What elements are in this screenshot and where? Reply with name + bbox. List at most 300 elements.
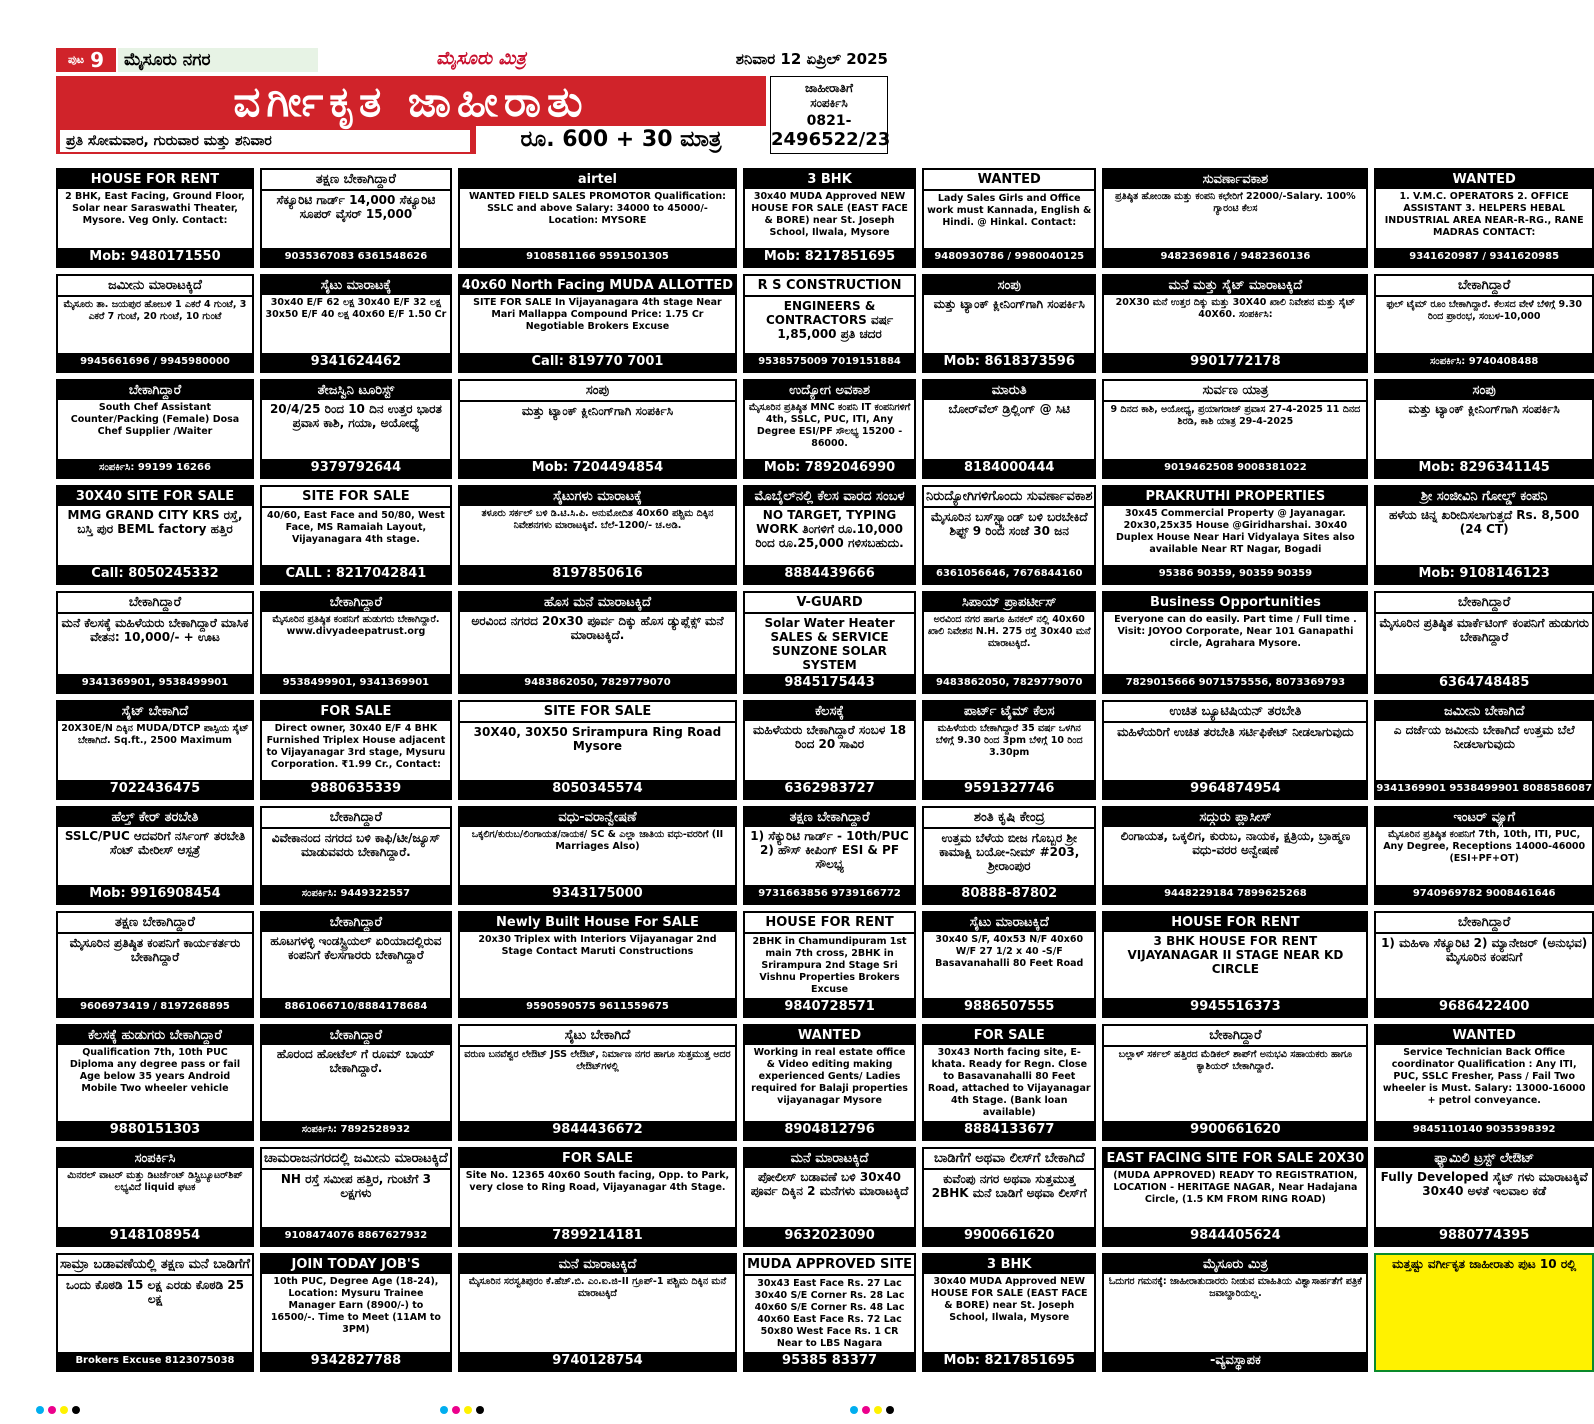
classified-ad: [1102, 591, 1368, 694]
banner-price: ರೂ. 600 + 30 ಮಾತ್ರ: [476, 126, 766, 154]
contact-phone: 2496522/23: [771, 129, 891, 150]
ad-body: ಮೈಸೂರಿನ ಪ್ರತಿಷ್ಠಿತ ಕಂಪನಿಗೆ ಕಾರ್ಯಕರ್ತರು ಬೇಕಾಗಿದ್ದಾರೆ: [69, 936, 241, 965]
classified-ad: [1374, 485, 1594, 585]
ad-heading: ಬೇಕಾಗಿದ್ದಾರೆ: [262, 593, 450, 612]
ad-body: ಮೈಸೂರು ತಾ. ಜಯಪುರ ಹೋಬಳಿ 1 ಎಕರೆ 4 ಗುಂಟೆ, 3 ಎಕರೆ 7 ಗುಂಟೆ, 20 ಗುಂಟೆ, 10 ಗುಂಟೆ: [63, 298, 247, 322]
ad-body: ಅರವಿಂದ ನಗರದ 20x30 ಪೂರ್ವ ದಿಕ್ಕು ಹೊಸ ಡ್ಯುಪ್ಲೆಕ್ಸ್ ಮನೆ ಮಾರಾಟಕ್ಕಿದೆ.: [471, 613, 724, 642]
ad-body: ಮತ್ತು ಟ್ಯಾಂಕ್ ಕ್ಲೀನಿಂಗ್‌ಗಾಗಿ ಸಂಪರ್ಕಿಸಿ: [521, 404, 674, 419]
classified-ad: [1102, 911, 1368, 1018]
ad-contact-number: -ವ್ಯವಸ್ಥಾಪಕ: [1104, 1352, 1366, 1370]
ad-contact-number: 8197850616: [460, 565, 735, 583]
ad-contact-number: 80888-87802: [924, 885, 1094, 903]
ad-contact-number: 9342827788: [262, 1352, 450, 1370]
ad-heading: 3 BHK: [924, 1255, 1094, 1274]
classified-ad: [1102, 806, 1368, 906]
ad-body: South Chef Assistant Counter/Packing (Female) Dosa Chef Supplier /Waiter: [70, 402, 240, 438]
ad-body: 30x45 Commercial Property @ Jayanagar. 20x30,25x35 House @Giridharshai. 30x40 Duplex House Near Hari Vidyalaya Sites also available Near RT Nagar, Bogadi: [1116, 508, 1355, 556]
ad-contact-number: 9964874954: [1104, 780, 1366, 798]
ad-body: ಬೋರ್‌ವೆಲ್ ಡ್ರಿಲ್ಲಿಂಗ್ @ ಸಿಟಿ: [948, 402, 1070, 417]
classified-ad: [458, 806, 737, 906]
ad-heading: EAST FACING SITE FOR SALE 20X30: [1106, 1151, 1365, 1167]
yellow-dot: [60, 1406, 68, 1414]
ad-contact-number: Call: 819770 7001: [460, 353, 735, 371]
classified-ad: [458, 911, 737, 1018]
ad-heading: ಸೈಟು ಮಾರಾಟಕ್ಕಿದೆ: [924, 913, 1094, 932]
page-number-badge: [56, 48, 116, 72]
ad-body: 1. V.M.C. OPERATORS 2. OFFICE ASSISTANT 3. HELPERS HEBAL INDUSTRIAL AREA NEAR-R-RG., RANE MADRAS CONTACT:: [1384, 191, 1584, 238]
ad-body: ಮೈಸೂರಿನ ಪ್ರತಿಷ್ಠಿತ ಮಾರ್ಕೆಟಿಂಗ್ ಕಂಪನಿಗೆ ಹುಡುಗರು ಬೇಕಾಗಿದ್ದಾರೆ: [1379, 615, 1589, 644]
ad-contact-number: 8050345574: [460, 780, 735, 798]
classified-ad: [743, 1253, 916, 1372]
ad-contact-number: Mob: 9108146123: [1376, 565, 1592, 583]
ad-contact-number: 9880774395: [1376, 1227, 1592, 1245]
ad-contact-number: Mob: 8296341145: [1376, 459, 1592, 477]
ad-body: ಕುವೆಂಪು ನಗರ ಅಥವಾ ಸುತ್ತಮುತ್ತ 2BHK ಮನೆ ಬಾಡಿಗೆ ಅಥವಾ ಲೀಸ್‌ಗೆ: [931, 1172, 1087, 1201]
ad-body: NO TARGET, TYPING WORK ತಿಂಗಳಿಗೆ ರೂ.10,000 ರಿಂದ ರೂ.25,000 ಗಳಿಸಬಹುದು.: [755, 508, 904, 551]
classified-ad: [56, 591, 254, 694]
ad-contact-number: 9341369901 9538499901 8088586087: [1376, 780, 1592, 798]
ad-contact-number: 9945661696 / 9945980000: [58, 353, 252, 371]
yellow-dot: [874, 1406, 882, 1414]
classified-ad: [458, 1253, 737, 1372]
classified-ad: [458, 1147, 737, 1247]
ad-body: ಮೈಸೂರಿನ ಬಸ್‌ಸ್ಟ್ಯಾಂಡ್ ಬಳಿ ಬರಬೇಕಿದೆ ಶಿಫ್ಟ್ 9 ರಿಂದ ಸಂಜೆ 30 ಜನ: [930, 510, 1088, 539]
ad-contact-number: 9341369901, 9538499901: [58, 674, 252, 692]
ad-heading: ಮೊಬೈಲ್‌ನಲ್ಲಿ ಕೆಲಸ ವಾರದ ಸಂಬಳ: [745, 487, 914, 506]
ad-contact-number: 9901772178: [1104, 353, 1366, 371]
ad-contact-number: 9590590575 9611559675: [460, 998, 735, 1016]
ad-body: ಮಹಿಳೆಯರು ಬೇಕಾಗಿದ್ದಾರೆ 35 ವರ್ಷ ಒಳಗಿನ ಬೆಳಿಗ್ಗೆ 9.30 ರಿಂದ 3pm ಬೆಳಿಗ್ಗೆ 10 ರಿಂದ 3.30pm: [935, 722, 1083, 758]
ad-contact-number: 6362983727: [745, 780, 914, 798]
classified-ad: [1374, 591, 1594, 694]
ad-heading: ಫ್ಯಾಮಿಲಿ ಟ್ರಸ್ಟ್ ಲೇಔಟ್: [1376, 1149, 1592, 1168]
top-bar: [56, 46, 888, 74]
ad-heading: ಸಂಪು: [460, 381, 735, 402]
ad-contact-number: Mob: 8217851695: [745, 248, 914, 266]
ad-contact-number: Mob: 9480171550: [58, 248, 252, 266]
classified-ad: [1374, 1253, 1594, 1372]
classified-ad: [56, 806, 254, 906]
ad-heading: HOUSE FOR RENT: [745, 913, 914, 934]
classified-ad: [56, 1147, 254, 1247]
cyan-dot: [850, 1406, 858, 1414]
ad-contact-number: 8884133677: [924, 1121, 1094, 1139]
classified-ad: [1374, 700, 1594, 800]
ad-heading: ಸೈಟುಗಳು ಮಾರಾಟಕ್ಕೆ: [460, 487, 735, 506]
classified-ad: [743, 168, 916, 268]
classified-ad: [1102, 168, 1368, 268]
classifieds-banner: [56, 76, 766, 154]
classified-ad: [743, 1147, 916, 1247]
ad-body: 9 ದಿನದ ಕಾಶಿ, ಅಯೋಧ್ಯ, ಪ್ರಯಾಗರಾಜ್ ಪ್ರವಾಸ 27-4-2025 11 ದಿನದ ಶಿರಡಿ, ಕಾಶಿ ಯಾತ್ರ 29-4-2025: [1110, 404, 1361, 428]
ad-heading: ಮೈಸೂರು ಮಿತ್ರ: [1104, 1255, 1366, 1274]
page-number: 9: [90, 48, 105, 72]
classified-ad: [922, 485, 1096, 585]
ad-body: ಒಂದು ಕೊಠಡಿ 15 ಲಕ್ಷ ಎರಡು ಕೊಠಡಿ 25 ಲಕ್ಷ: [65, 1278, 245, 1306]
ad-body: ಎ ದರ್ಜೆಯ ಜಮೀನು ಬೇಕಾಗಿದೆ ಉತ್ತಮ ಬೆಲೆ ನೀಡಲಾಗುವುದು: [1393, 722, 1575, 751]
ad-body: ಮೈಸೂರಿನ ಪ್ರತಿಷ್ಠಿತ ಕಂಪನಿಗೆ ಹುಡುಗರು ಬೇಕಾಗಿದ್ದಾರೆ. www.divyadeepatrust.org: [272, 613, 440, 637]
page-label: ಪುಟ: [67, 53, 85, 66]
classified-ad: [922, 168, 1096, 268]
classified-ad: [260, 1147, 452, 1247]
classified-ad: [1102, 485, 1368, 585]
ad-contact-number: Mob: 9916908454: [58, 885, 252, 903]
ad-body: ಉತ್ತಮ ಬೆಳೆಯ ಬೀಜ ಗೊಬ್ಬರ ಶ್ರೀ ಕಾಮಾಕ್ಷಿ ಬಯೋ-ನೀಮ್ #203, ಶ್ರೀರಾಂಪುರ: [939, 830, 1080, 873]
ad-contact-number: 7899214181: [460, 1227, 735, 1245]
ad-heading: ಬೇಕಾಗಿದ್ದಾರೆ: [58, 381, 252, 400]
classified-ad: [743, 700, 916, 800]
ad-body: 30x40 E/F 62 ಲಕ್ಷ 30x40 E/F 32 ಲಕ್ಷ 30x50 E/F 40 ಲಕ್ಷ 40x60 E/F 1.50 Cr: [265, 296, 447, 320]
ad-contact-number: Mob: 7892046990: [745, 459, 914, 477]
ad-contact-number: 9844436672: [460, 1121, 735, 1139]
ad-body: 30x43 East Face Rs. 27 Lac 30x40 S/E Corner Rs. 28 Lac 40x60 S/E Corner Rs. 48 Lac 40x60 East Face Rs. 72 Lac 50x80 West Face Rs. 1 CR Near to LBS Nagara: [754, 1278, 905, 1349]
ad-heading: ಮನೆ ಮಾರಾಟಕ್ಕಿದೆ: [745, 1149, 914, 1168]
ad-contact-number: 9341620987 / 9341620985: [1376, 248, 1592, 266]
ad-heading: ಚಾಮರಾಜನಗರದಲ್ಲಿ ಜಮೀನು ಮಾರಾಟಕ್ಕಿದೆ: [262, 1149, 450, 1170]
ad-heading: ವಧು-ವರಾನ್ವೇಷಣೆ: [460, 808, 735, 827]
ad-contact-number: 9379792644: [262, 459, 450, 477]
ad-body: Solar Water Heater SALES & SERVICE SUNZONE SOLAR SYSTEM: [764, 615, 895, 672]
ad-body: 1) ಮಹಿಳಾ ಸೆಕ್ಯೂರಿಟಿ 2) ಮ್ಯಾನೇಜರ್ (ಅನುಭವ) ಮೈಸೂರಿನ ಕಂಪನಿಗೆ: [1381, 936, 1588, 965]
classified-ad: [743, 591, 916, 694]
classified-ad: [1374, 274, 1594, 374]
issue-date: ಶನಿವಾರ 12 ಏಪ್ರಿಲ್ 2025: [735, 50, 888, 68]
ad-body: ಮೈಸೂರಿನ ಪ್ರತಿಷ್ಠಿತ ಕಂಪನಿಗೆ 7th, 10th, ITI, PUC, Any Degree, Receptions 14000-46000 (ESI+PF+OT): [1383, 828, 1586, 864]
classified-ad: [56, 168, 254, 268]
ad-heading: ಬೇಕಾಗಿದ್ದಾರೆ: [1104, 1026, 1366, 1047]
ad-body: 30x43 North facing site, E-khata. Ready for Regn. Close to Basavanahalli 80 Feet Road, attached to Vijayanagar 4th Stage. (Bank loan available): [927, 1047, 1091, 1119]
ad-heading: WANTED: [1376, 170, 1592, 189]
ad-body: SITE FOR SALE In Vijayanagara 4th stage Near Mari Mallappa Compound Price: 1.75 Cr Negotiable Brokers Excuse: [473, 296, 722, 332]
classified-ad: [260, 274, 452, 374]
ad-body: ವಿವೇಕಾನಂದ ನಗರದ ಬಳಿ ಕಾಫಿ/ಟೀ/ಜ್ಯೂಸ್ ಮಾಡುವವರು ಬೇಕಾಗಿದ್ದಾರೆ.: [271, 830, 441, 859]
ad-body: ಓದುಗರ ಗಮನಕ್ಕೆ: ಜಾಹೀರಾತುದಾರರು ನೀಡುವ ಮಾಹಿತಿಯ ವಿಶ್ವಾಸಾರ್ಹತೆಗೆ ಪತ್ರಿಕೆ ಜವಾಬ್ದಾರಿಯಲ್ಲ.: [1108, 1276, 1362, 1299]
ad-body: 20X30 ಮನೆ ಉತ್ತರ ದಿಕ್ಕು ಮತ್ತು 30X40 ಖಾಲಿ ನಿವೇಶನ ಮತ್ತು ಸೈಟ್ 40X60. ಸಂಪರ್ಕಿಸಿ:: [1115, 296, 1356, 320]
ad-contact-number: 9845110140 9035398392: [1376, 1121, 1592, 1139]
ad-contact-number: 9880635339: [262, 780, 450, 798]
ad-heading: ಶ್ರೀ ಸಂಜೀವಿನಿ ಗೋಲ್ಡ್ ಕಂಪನಿ: [1376, 487, 1592, 506]
ad-body: ಮಹಿಳೆಯರಿಗೆ ಉಚಿತ ತರಬೇತಿ ಸರ್ಟಿಫಿಕೇಟ್ ನೀಡಲಾಗುವುದು: [1117, 724, 1354, 739]
ad-body: ಲಿಂಗಾಯತ, ಒಕ್ಕಲಿಗ, ಕುರುಬ, ನಾಯಕ, ಕ್ಷತ್ರಿಯ, ಬ್ರಾಹ್ಮಣ ವಧು-ವರರ ಅನ್ವೇಷಣೆ: [1120, 828, 1351, 857]
ad-contact-number: 9341624462: [262, 353, 450, 371]
ad-body: Site No. 12365 40x60 South facing, Opp. to Park, very close to Ring Road, Vijayanagar 4th Stage.: [465, 1170, 730, 1194]
ad-body: WANTED FIELD SALES PROMOTOR Qualification: SSLC and above Salary: 34000 to 45000/- Location: MYSORE: [468, 191, 726, 226]
ad-heading: ಬೇಕಾಗಿದ್ದಾರೆ: [262, 808, 450, 829]
ad-body: ಮತ್ತಷ್ಟು ವರ್ಗೀಕೃತ ಜಾಹೀರಾತು ಪುಟ 10 ರಲ್ಲಿ: [1392, 1257, 1577, 1271]
section-name: ಮೈಸೂರು ನಗರ: [118, 48, 318, 72]
classified-ad: [922, 591, 1096, 694]
classified-ad: [260, 485, 452, 585]
ad-contact-number: 9483862050, 7829779070: [460, 674, 735, 692]
classified-ad: [260, 911, 452, 1018]
ad-heading: ಸಂಪು: [1376, 381, 1592, 400]
color-registration-center: [440, 1406, 484, 1416]
ad-body: ಮೈಸೂರಿನ ಪ್ರತಿಷ್ಠಿತ MNC ಕಂಪನಿ IT ಕಂಪನಿಗಳಿಗೆ 4th, SSLC, PUC, ITI, Any Degree ESI/PF ಸೌಲಭ್ಯ 15200 - 86000.: [748, 402, 911, 450]
ad-contact-number: 8904812796: [745, 1121, 914, 1139]
ad-heading: airtel: [460, 170, 735, 189]
ad-body: ಮಹಿಳೆಯರು ಬೇಕಾಗಿದ್ದಾರೆ ಸಂಬಳ 18 ರಿಂದ 20 ಸಾವಿರ: [753, 722, 907, 751]
classified-ad: [922, 1024, 1096, 1141]
ad-heading: ಜಮೀನು ಮಾರಾಟಕ್ಕಿದೆ: [58, 276, 252, 297]
ad-contact-number: 9108581166 9591501305: [460, 248, 735, 266]
color-registration-left: [36, 1406, 80, 1416]
ad-contact-number: 9480930786 / 9980040125: [924, 248, 1094, 266]
ad-body: ಫುಲ್ ಟೈಮ್ ರೂಂ ಬೇಕಾಗಿದ್ದಾರೆ. ಕೆಲಸದ ವೇಳೆ ಬೆಳಿಗ್ಗೆ 9.30 ರಿಂದ ಪ್ರಾರಂಭ, ಸಂಬಳ-10,000: [1386, 298, 1582, 322]
ad-heading: WANTED: [924, 170, 1094, 191]
classified-ad: [458, 700, 737, 800]
ad-heading: ಬಾಡಿಗೆಗೆ ಅಥವಾ ಲೀಸ್‌ಗೆ ಬೇಕಾಗಿದೆ: [924, 1149, 1094, 1170]
ad-body: Direct owner, 30x40 E/F 4 BHK Furnished Triplex House adjacent to Vijayanagar 3rd stage, Mysuru Corporation. ₹1.99 Cr., Contact:: [266, 722, 446, 770]
classified-ad: [260, 806, 452, 906]
ad-heading: ಬೇಕಾಗಿದ್ದಾರೆ: [58, 593, 252, 614]
ad-contact-number: 9019462508 9008381022: [1104, 459, 1366, 477]
ad-heading: ತೇಜಸ್ವಿನಿ ಟೂರಿಸ್ಟ್: [262, 381, 450, 400]
ad-heading: ಹೊಸ ಮನೆ ಮಾರಾಟಕ್ಕಿದೆ: [460, 593, 735, 612]
ad-contact-number: 9731663856 9739166772: [745, 885, 914, 903]
classified-ad: [458, 274, 737, 374]
ad-heading: ಹೆಲ್ತ್ ಕೇರ್ ತರಬೇತಿ: [58, 808, 252, 827]
ad-body: Lady Sales Girls and Office work must Kannada, English & Hindi. @ Hinkal. Contact:: [927, 193, 1092, 228]
ad-heading: WANTED: [745, 1026, 914, 1045]
black-dot: [72, 1406, 80, 1414]
ad-contact-number: 9538499901, 9341369901: [262, 674, 450, 692]
ad-heading: ತಕ್ಷಣ ಬೇಕಾಗಿದ್ದಾರೆ: [262, 170, 450, 191]
ad-contact-number: Call: 8050245332: [58, 565, 252, 583]
ad-heading: 40x60 North Facing MUDA ALLOTTED: [461, 277, 734, 293]
ad-body: ಹೊರಂದ ಹೋಟೆಲ್ ಗೆ ರೂಮ್ ಬಾಯ್ ಬೇಕಾಗಿದ್ದಾರೆ.: [276, 1047, 435, 1076]
cyan-dot: [36, 1406, 44, 1414]
ad-body: ಮಿನರಲ್ ವಾಟರ್ ಮತ್ತು ಡಿಟರ್ಜೆಂಟ್ ಡಿಸ್ಟ್ರಿಬ್ಯೂಟರ್‌ಶಿಪ್ ಲಭ್ಯವಿದೆ liquid ಘಟಕ: [67, 1170, 243, 1194]
classified-ad: [56, 274, 254, 374]
classified-ad: [458, 591, 737, 694]
ad-contact-number: Mob: 8217851695: [924, 1352, 1094, 1370]
ad-heading: FOR SALE: [262, 702, 450, 721]
ad-heading: WANTED: [1376, 1026, 1592, 1045]
ad-contact-number: 9900661620: [1104, 1121, 1366, 1139]
ad-body: 30x40 MUDA Approved NEW HOUSE FOR SALE (EAST FACE & BORE) near St. Joseph School, Ilwala, Mysore: [930, 1276, 1088, 1323]
ad-heading: ಸಂಪು: [924, 276, 1094, 295]
ad-heading: ಉಚಿತ ಬ್ಯೂಟಿಷಿಯನ್ ತರಬೇತಿ: [1104, 702, 1366, 723]
ad-contact-number: 9591327746: [924, 780, 1094, 798]
ad-body: Service Technician Back Office coordinator Qualification : Any ITI, PUC, SSLC Fresher, Pass / Fail Two wheeler is Must. Salary: 13000-16000 + petrol conveyance.: [1382, 1047, 1586, 1107]
ad-contact-number: Brokers Excuse 8123075038: [58, 1352, 252, 1370]
ad-body: ಹಳೆಯ ಚಿನ್ನ ಖರೀದಿಸಲಾಗುತ್ತದೆ Rs. 8,500 (24 CT): [1389, 508, 1580, 537]
ad-body: ENGINEERS & CONTRACTORS ವರ್ಷ 1,85,000 ಪ್ರತಿ ಚದರ: [765, 298, 894, 341]
ad-heading: R S CONSTRUCTION: [745, 276, 914, 297]
classified-ad: [743, 485, 916, 585]
classified-ad: [922, 1253, 1096, 1372]
ad-heading: MUDA APPROVED SITE: [745, 1255, 914, 1276]
ad-heading: 3 BHK: [745, 170, 914, 189]
ad-heading: SITE FOR SALE: [460, 702, 735, 723]
ad-contact-number: 9740969782 9008461646: [1376, 885, 1592, 903]
ad-body: ಹೂಟಗಳಳ್ಳಿ ಇಂಡಸ್ಟ್ರಿಯಲ್ ಏರಿಯಾದಲ್ಲಿರುವ ಕಂಪನಿಗೆ ಕೆಲಸಗಾರರು ಬೇಕಾಗಿದ್ದಾರೆ: [270, 934, 442, 963]
classified-ad: [922, 1147, 1096, 1247]
banner-title: ವರ್ಗೀಕೃತ ಜಾಹೀರಾತು: [233, 77, 589, 126]
ad-heading: ಕೆಲಸಕ್ಕೆ: [745, 702, 914, 721]
ad-contact-number: 7829015666 9071575556, 8073369793: [1104, 674, 1366, 692]
ad-heading: ಬೇಕಾಗಿದ್ದಾರೆ: [1376, 913, 1592, 934]
ad-contact-number: ಸಂಪರ್ಕಿಸಿ: 9740408488: [1376, 353, 1592, 371]
ad-contact-number: 9035367083 6361548626: [262, 248, 450, 266]
ad-heading: ಮಾರುತಿ: [924, 381, 1094, 400]
classified-ad: [458, 1024, 737, 1141]
ad-heading: ಬೇಕಾಗಿದ್ದಾರೆ: [1376, 276, 1592, 297]
ad-body: 1) ಸೆಕ್ಯುರಿಟಿ ಗಾರ್ಡ್ - 10th/PUC 2) ಹೌಸ್ ಕೀಪಿಂಗ್ ESI & PF ಸೌಲಭ್ಯ: [750, 828, 909, 871]
ad-heading: ಮನೆ ಮಾರಾಟಕ್ಕಿದೆ: [460, 1255, 735, 1274]
ad-contact-number: 9483862050, 7829779070: [924, 674, 1094, 692]
classified-ad: [260, 700, 452, 800]
ad-contact-number: 95386 90359, 90359 90359: [1104, 565, 1366, 583]
ad-contact-number: 8884439666: [745, 565, 914, 583]
classified-ad: [743, 379, 916, 479]
classified-ad: [1102, 1024, 1368, 1141]
ad-contact-number: ಸಂಪರ್ಕಿಸಿ: 9449322557: [262, 885, 450, 903]
ad-contact-number: 9845175443: [745, 674, 914, 692]
ad-contact-number: 9886507555: [924, 998, 1094, 1016]
classified-ad: [1374, 168, 1594, 268]
ad-heading: ಇಂಟರ್ ವ್ಯೂಗೆ: [1376, 808, 1592, 827]
ad-contact-number: 9482369816 / 9482360136: [1104, 248, 1366, 266]
black-dot: [886, 1406, 894, 1414]
classified-ad: [1102, 379, 1368, 479]
classified-ad: [1102, 274, 1368, 374]
ad-heading: FOR SALE: [460, 1149, 735, 1168]
classified-ad: [458, 485, 737, 585]
ad-heading: SITE FOR SALE: [262, 487, 450, 508]
ad-heading: ಸೈಟು ಮಾರಾಟಕ್ಕೆ: [262, 276, 450, 295]
classified-ad: [743, 1024, 916, 1141]
ad-heading: ಸುರ್ವಣ ಯಾತ್ರ: [1104, 381, 1366, 402]
ad-contact-number: 8184000444: [924, 459, 1094, 477]
ad-heading: ಸುವರ್ಣಾವಕಾಶ: [1104, 170, 1366, 189]
yellow-dot: [464, 1406, 472, 1414]
ad-contact-number: 8861066710/8884178684: [262, 998, 450, 1016]
classified-ad: [1374, 1024, 1594, 1141]
classified-ad: [260, 379, 452, 479]
ad-heading: Business Opportunities: [1104, 593, 1366, 612]
classified-ad: [922, 700, 1096, 800]
ad-contact-number: 9740128754: [460, 1352, 735, 1370]
ad-contact-number: 9108474076 8867627932: [262, 1227, 450, 1245]
ad-body: 40/60, East Face and 50/80, West Face, MS Ramaiah Layout, Vijayanagara 4th stage.: [266, 510, 445, 546]
banner-subtitle: ಪ್ರತಿ ಸೋಮವಾರ, ಗುರುವಾರ ಮತ್ತು ಶನಿವಾರ: [60, 130, 470, 152]
ad-body: (MUDA APPROVED) READY TO REGISTRATION, LOCATION - HERITAGE NAGAR, Near Hadajana Circle, (1.5 KM FROM RING ROAD): [1113, 1170, 1358, 1206]
ad-heading: ತಕ್ಷಣ ಬೇಕಾಗಿದ್ದಾರೆ: [745, 808, 914, 827]
ad-body: ಒಕ್ಕಲಿಗ/ಕುರುಬ/ಲಿಂಗಾಯತ/ನಾಯಕ/ SC & ಎಲ್ಲಾ ಜಾತಿಯ ವಧು-ವರರಿಗೆ (II Marriages Also): [471, 828, 724, 852]
ad-body: 20x30 Triplex with Interiors Vijayanagar 2nd Stage Contact Maruti Constructions: [478, 934, 717, 958]
ad-body: ಮತ್ತು ಟ್ಯಾಂಕ್ ಕ್ಲೀನಿಂಗ್‌ಗಾಗಿ ಸಂಪರ್ಕಿಸಿ: [1408, 402, 1560, 417]
ad-heading: ಬೇಕಾಗಿದ್ದಾರೆ: [1376, 593, 1592, 614]
ad-heading: ತಕ್ಷಣ ಬೇಕಾಗಿದ್ದಾರೆ: [58, 913, 252, 934]
classified-ad: [56, 700, 254, 800]
ad-contact-number: 9632023090: [745, 1227, 914, 1245]
ad-heading: ಬೇಕಾಗಿದ್ದಾರೆ: [262, 1026, 450, 1045]
classified-ads-grid: [56, 168, 1593, 1372]
ad-heading: FOR SALE: [924, 1026, 1094, 1045]
ad-contact-number: CALL : 8217042841: [262, 565, 450, 583]
ad-heading: ಮನೆ ಮತ್ತು ಸೈಟ್ ಮಾರಾಟಕ್ಕಿದೆ: [1104, 276, 1366, 295]
ad-heading: ಕೆಲಸಕ್ಕೆ ಹುಡುಗರು ಬೇಕಾಗಿದ್ದಾರೆ: [58, 1026, 252, 1045]
magenta-dot: [862, 1406, 870, 1414]
ad-contact-number: 6361056646, 7676844160: [924, 565, 1094, 583]
classified-ad: [743, 911, 916, 1018]
ad-heading: ಸದ್ಗುರು ಪ್ಲಾಸೀಸ್: [1104, 808, 1366, 827]
classified-ad: [1374, 911, 1594, 1018]
classified-ad: [1102, 1147, 1368, 1247]
ad-body: 10th PUC, Degree Age (18-24), Location: Mysuru Trainee Manager Earn (8900/-) to 16500/-. Time to Meet (11AM to 3PM): [270, 1276, 441, 1335]
ad-heading: ಶಂತಿ ಕೃಷಿ ಕೇಂದ್ರ: [924, 808, 1094, 829]
classified-ad: [458, 168, 737, 268]
ad-body: ಮೈಸೂರಿನ ಸರಸ್ವತಿಪುರಂ ಕೆ.ಹೆಚ್.ಬಿ. ಎಂ.ಐ.ಜಿ-II ಗ್ರೂಪ್-1 ಪಶ್ಚಿಮ ದಿಕ್ಕಿನ ಮನೆ ಮಾರಾಟಕ್ಕಿದೆ: [468, 1276, 727, 1299]
ad-heading: ಜಮೀನು ಬೇಕಾಗಿದೆ: [1376, 702, 1592, 721]
magenta-dot: [48, 1406, 56, 1414]
ad-contact-number: 9844405624: [1104, 1227, 1366, 1245]
classified-ad: [743, 806, 916, 906]
ad-body: ಸೆಕ್ಯೂರಿಟಿ ಗಾರ್ಡ್ 14,000 ಸೆಕ್ಯೂರಿಟಿ ಸೂಪರ್ ವೈಸರ್ 15,000: [276, 193, 436, 221]
brand-logo: ಮೈಸೂರು ಮಿತ್ರ: [436, 48, 526, 69]
ad-contact-number: 6364748485: [1376, 674, 1592, 692]
classified-ad: [1374, 379, 1594, 479]
classified-ad: [743, 274, 916, 374]
color-registration-right: [850, 1406, 894, 1416]
ad-heading: PRAKRUTHI PROPERTIES: [1104, 487, 1366, 506]
ad-contact-number: 9606973419 / 8197268895: [58, 998, 252, 1016]
classified-ad: [1102, 700, 1368, 800]
ad-heading: JOIN TODAY JOB'S: [262, 1255, 450, 1274]
ad-body: 3 BHK HOUSE FOR RENT VIJAYANAGAR II STAGE NEAR KD CIRCLE: [1127, 934, 1344, 977]
ad-heading: ಸಂಪರ್ಕಿಸಿ: [58, 1149, 252, 1168]
ad-body: SSLC/PUC ಆದವರಿಗೆ ನರ್ಸಿಂಗ್ ತರಬೇತಿ ಸೆಂಟ್ ಮೇರೀಸ್ ಆಸ್ಪತ್ರೆ: [64, 828, 246, 857]
classified-ad: [1374, 1147, 1594, 1247]
ad-contact-number: 9900661620: [924, 1227, 1094, 1245]
ad-contact-number: Mob: 7204494854: [460, 459, 735, 477]
ad-body: 20/4/25 ರಿಂದ 10 ದಿನ ಉತ್ತರ ಭಾರತ ಪ್ರವಾಸ ಕಾಶಿ, ಗಯಾ, ಅಯೋಧ್ಯೆ: [269, 402, 442, 431]
classified-ad: [1374, 806, 1594, 906]
classified-ad: [56, 485, 254, 585]
classified-ad: [1102, 1253, 1368, 1372]
ad-contact-number: 9945516373: [1104, 998, 1366, 1016]
ad-contact-number: Mob: 8618373596: [924, 353, 1094, 371]
classified-ad: [56, 1024, 254, 1141]
ad-contact-number: 7022436475: [58, 780, 252, 798]
classified-ad: [922, 379, 1096, 479]
classified-ad: [260, 591, 452, 694]
classified-ad: [56, 379, 254, 479]
ad-body: Everyone can do easily. Part time / Full time . Visit: JOYOO Corporate, Near 101 Ganapathi circle, Agrahara Mysore.: [1114, 613, 1357, 649]
ad-body: ಪ್ರತಿಷ್ಠಿತ ಹೋಂಡಾ ಮತ್ತು ಕಂಪನಿ ಕಛೇರಿಗೆ 22000/-Salary. 100% ಗ್ಯಾರಂಟಿ ಕೆಲಸ: [1115, 191, 1356, 214]
classified-ad: [922, 806, 1096, 906]
ad-contact-number: 95385 83377: [745, 1352, 914, 1370]
ad-body: 30X40, 30X50 Srirampura Ring Road Mysore: [473, 724, 722, 753]
ad-body: Fully Developed ಸೈಟ್ ಗಳು ಮಾರಾಟಕ್ಕಿವೆ 30x40 ಅಳತೆ ಇಲವಾಲ ಕಡೆ: [1380, 1170, 1588, 1199]
ad-contact-number: 9448229184 7899625268: [1104, 885, 1366, 903]
ad-body: Qualification 7th, 10th PUC Diploma any degree pass or fail Age below 35 years Android Mobile Two wheeler vehicle: [69, 1047, 241, 1095]
black-dot: [476, 1406, 484, 1414]
ad-body: 30x40 MUDA Approved NEW HOUSE FOR SALE (EAST FACE & BORE) near St. Joseph School, Ilwala, Mysore: [751, 191, 908, 238]
ad-body: ವರುಣ ಬನವೆಶ್ವರ ಲೇಔಟ್ JSS ಲೇಔಟ್, ನಿರ್ಮಾಣ ನಗರ ಹಾಗೂ ಸುತ್ತಮುತ್ತ ಅದರ ಲೇಔಟ್‌ಗಳಲ್ಲಿ: [464, 1049, 731, 1073]
ad-heading: ಸಿಪಾಯ್ ಪ್ರಾಪರ್ಟೀಸ್: [924, 593, 1094, 612]
cyan-dot: [440, 1406, 448, 1414]
ad-contact-number: ಸಂಪರ್ಕಿಸಿ: 99199 16266: [58, 459, 252, 477]
ad-body: 20X30E/N ದಿಕ್ಕಿನ MUDA/DTCP ಪಾಸ್ಪಿಯ ಸೈಟ್ ಬೇಕಾಗಿದೆ. Sq.ft., 2500 Maximum: [61, 722, 249, 746]
classified-ad: [260, 1253, 452, 1372]
classified-ad: [56, 1253, 254, 1372]
classified-ad: [56, 911, 254, 1018]
ad-body: ಅರವಿಂದ ನಗರ ಹಾಗೂ ಹಿನಕಲ್ ನಲ್ಲಿ 40x60 ಖಾಲಿ ನಿವೇಶನ N.H. 275 ರಸ್ತೆ 30x40 ಮನೆ ಮಾರಾಟಕ್ಕಿದೆ.: [927, 613, 1091, 649]
classified-ad: [458, 379, 737, 479]
classified-ad: [922, 911, 1096, 1018]
